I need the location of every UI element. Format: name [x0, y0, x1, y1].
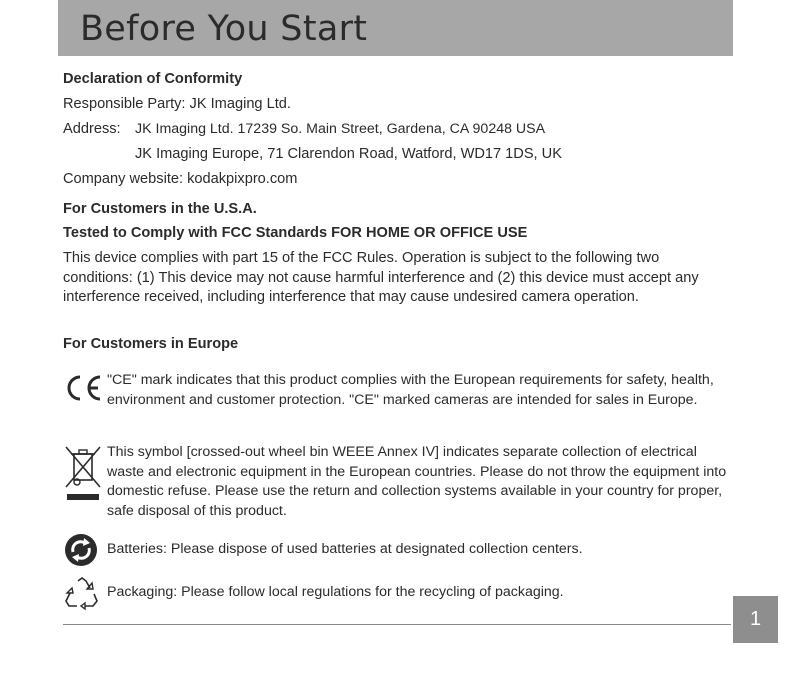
page-title: Before You Start — [80, 9, 368, 49]
page-number: 1 — [733, 596, 778, 643]
responsible-party: Responsible Party: JK Imaging Ltd. — [63, 96, 291, 112]
fcc-statement: This device complies with part 15 of the FCC Rules. Operation is subject to the following two conditions: (1) This device may not cause harmful interference and (2) this device must accept any interference received, including interference that may cause undesired camera operation. — [63, 250, 699, 305]
header-bar — [58, 0, 733, 56]
usa-subheading: Tested to Comply with FCC Standards FOR HOME OR OFFICE USE — [63, 225, 528, 241]
recycle-packaging-icon — [63, 575, 101, 611]
ce-description: "CE" mark indicates that this product complies with the European requirements for safety, health, environment and customer protection. "CE" marked cameras are intended for sales in Europe. — [107, 372, 714, 408]
recycle-battery-icon — [63, 532, 99, 568]
europe-heading: For Customers in Europe — [63, 336, 239, 352]
packaging-description: Packaging: Please follow local regulations for the recycling of packaging. — [107, 584, 564, 600]
address-line-2: JK Imaging Europe, 71 Clarendon Road, Watford, WD17 1DS, UK — [135, 146, 562, 162]
address-line-1: JK Imaging Ltd. 17239 So. Main Street, Gardena, CA 90248 USA — [135, 121, 546, 137]
usa-heading: For Customers in the U.S.A. — [63, 201, 257, 217]
crossed-wheel-bin-icon — [63, 444, 103, 506]
batteries-description: Batteries: Please dispose of used batteries at designated collection centers. — [107, 541, 583, 557]
weee-description: This symbol [crossed-out wheel bin WEEE Annex IV] indicates separate collection of electrical waste and electronic equipment in the European countries. Please do not throw the equipment into domestic refuse. Please use the return and collection systems available in your country for proper, safe disposal of this product. — [107, 444, 727, 519]
conformity-heading: Declaration of Conformity — [63, 71, 243, 87]
address-label: Address: — [63, 121, 121, 137]
footer-divider — [63, 624, 731, 625]
company-website: Company website: kodakpixpro.com — [63, 171, 298, 187]
ce-mark-icon — [63, 373, 103, 403]
